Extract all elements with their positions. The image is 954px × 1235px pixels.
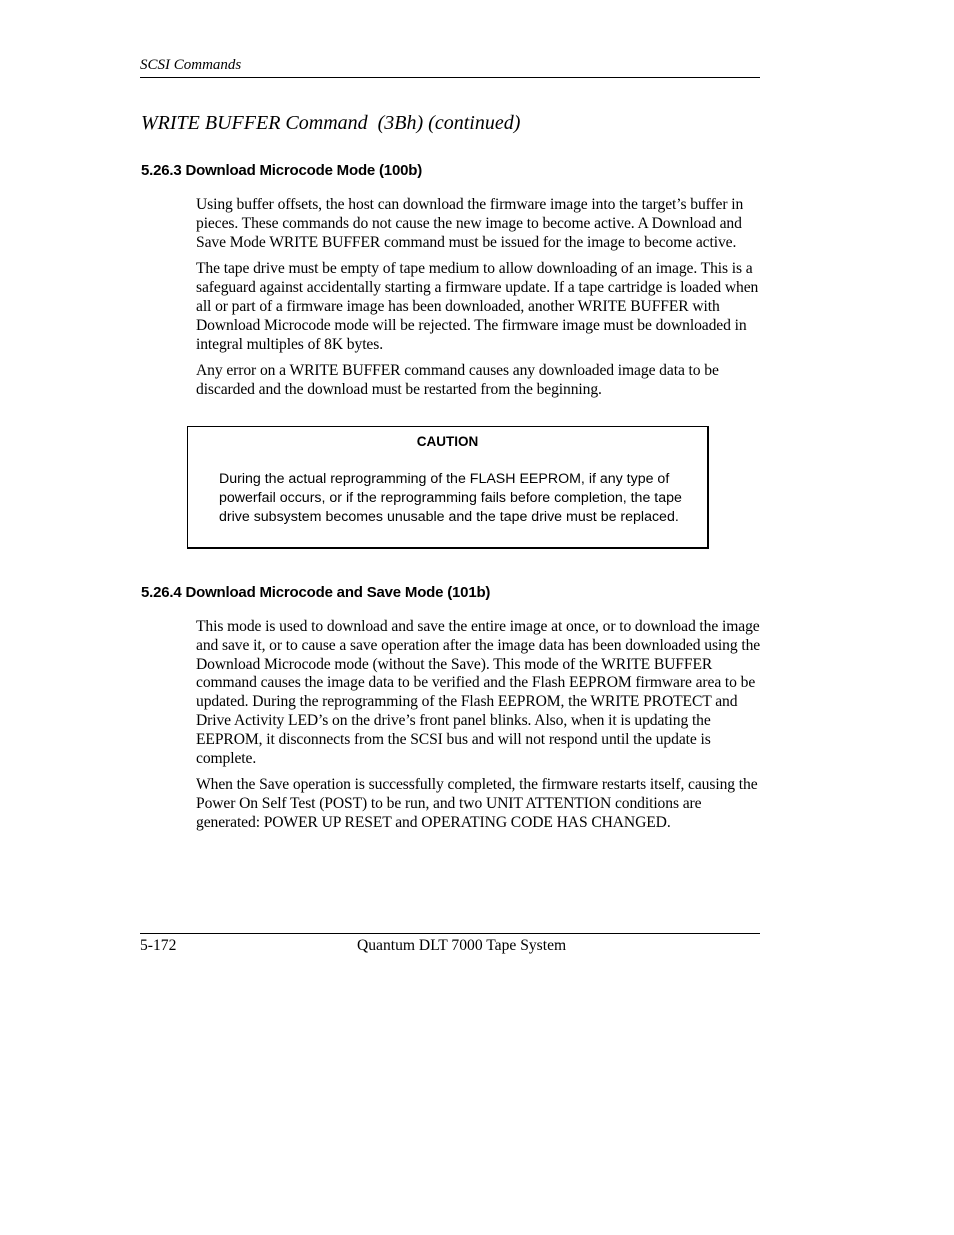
section-heading-download-microcode: 5.26.3 Download Microcode Mode (100b) bbox=[141, 162, 422, 179]
running-header bbox=[140, 56, 760, 78]
paragraph: When the Save operation is successfully completed, the firmware restarts itself, causing the Power On Self Test (POST) to be run, and two UNIT ATTENTION conditions are generated: POWER UP RESET and OPERATING CODE HAS CHANGED. bbox=[196, 776, 758, 831]
caution-text: During the actual reprogramming of the FLASH EEPROM, if any type of powerfail occurs, or if the reprogramming fails before completion, the tape drive subsystem becomes unusable and the tape drive must be replaced. bbox=[219, 471, 682, 525]
section-body-download-and-save bbox=[196, 618, 762, 841]
footer-document-title: Quantum DLT 7000 Tape System bbox=[357, 937, 567, 954]
paragraph: This mode is used to download and save the entire image at once, or to download the image and save it, or to cause a save operation after the image data has been downloaded using the Download Microcode mode (without the Save). This mode of the WRITE BUFFER command causes the image data to be verified and the Flash EEPROM firmware area to be updated. During the reprogramming of the Flash EEPROM, the WRITE PROTECT and Drive Activity LED’s on the drive’s front panel blinks. Also, when it is updating the EEPROM, it disconnects from the SCSI bus and will not respond until the update is complete. bbox=[196, 618, 761, 767]
caution-box bbox=[187, 426, 709, 549]
running-footer bbox=[140, 933, 760, 958]
running-header-title: SCSI Commands bbox=[140, 57, 242, 73]
caution-title: CAUTION bbox=[416, 434, 479, 449]
page-number: 5-172 bbox=[140, 937, 177, 954]
section-body-download-microcode bbox=[196, 196, 762, 408]
section-heading-download-and-save: 5.26.4 Download Microcode and Save Mode (101b) bbox=[141, 584, 491, 601]
paragraph: Using buffer offsets, the host can download the firmware image into the target’s buffer in pieces. These commands do not cause the new image to become active. A Download and Save Mode WRITE BUFFER command must be issued for the image to become active. bbox=[196, 196, 744, 251]
paragraph: Any error on a WRITE BUFFER command causes any downloaded image data to be discarded and the download must be restarted from the beginning. bbox=[196, 362, 719, 399]
page-title: WRITE BUFFER Command (3Bh) (continued) bbox=[141, 112, 521, 134]
paragraph: The tape drive must be empty of tape medium to allow downloading of an image. This is a safeguard against accidentally starting a firmware update. If a tape cartridge is loaded when all or part of a firmware image has been downloaded, another WRITE BUFFER with Download Microcode mode will be rejected. The firmware image must be downloaded in integral multiples of 8K bytes. bbox=[196, 260, 759, 353]
